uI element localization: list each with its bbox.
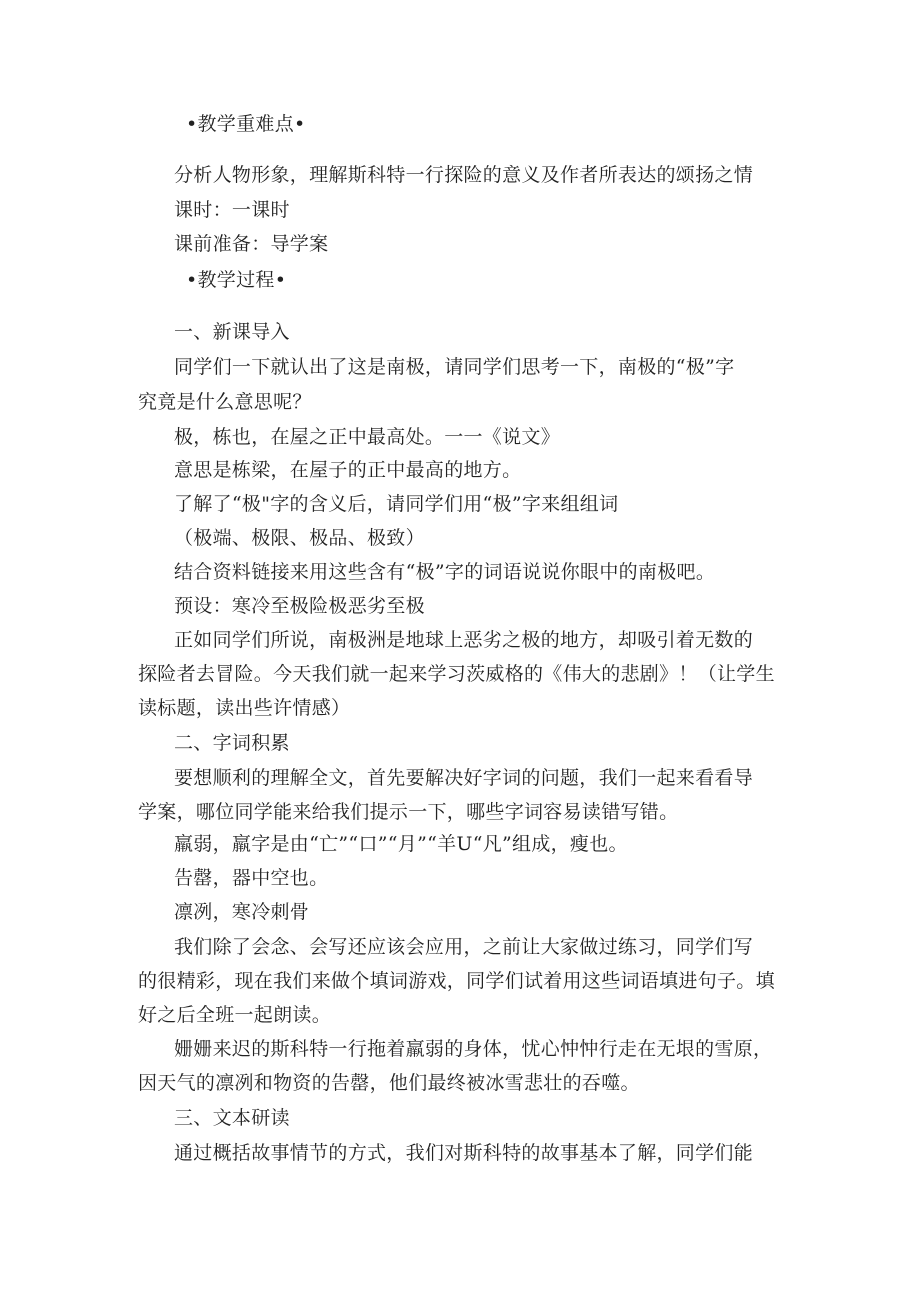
paragraph-line: 姗姗来迟的斯科特一行拖着羸弱的身体，忧心忡忡行走在无垠的雪原， (174, 1038, 773, 1060)
paragraph-line: 预设：寒冷至极险极恶劣至极 (174, 595, 425, 617)
paragraph-line: 读标题，读出些许情感） (138, 697, 351, 719)
paragraph-line: 我们除了会念、会写还应该会应用，之前让大家做过练习，同学们写 (174, 936, 754, 958)
paragraph-line: 的很精彩，现在我们来做个填词游戏，同学们试着用这些词语填进句子。填 (138, 970, 775, 992)
paragraph-line: 好之后全班一起朗读。 (138, 1004, 332, 1026)
section-heading-key-points: •教学重难点• (186, 113, 306, 135)
paragraph-line: 正如同学们所说，南极洲是地球上恶劣之极的地方，却吸引着无数的 (174, 629, 754, 651)
paragraph-line: 分析人物形象，理解斯科特一行探险的意义及作者所表达的颂扬之情 (174, 164, 754, 186)
paragraph-line: 意思是栋梁，在屋子的正中最高的地方。 (174, 459, 522, 481)
paragraph-line: 课前准备：导学案 (174, 233, 329, 255)
paragraph-line: 探险者去冒险。今天我们就一起来学习茨威格的《伟大的悲剧》！（让学生 (138, 663, 775, 685)
subheading-new-lesson: 一、新课导入 (174, 321, 290, 343)
paragraph-line: 羸弱，羸字是由“亡”“口”“月”“羊U“凡”组成，瘦也。 (174, 833, 628, 855)
paragraph-line: 极，栋也，在屋之正中最高处。一一《说文》 (174, 426, 561, 448)
paragraph-line: 同学们一下就认出了这是南极，请同学们思考一下，南极的“极”字 (174, 356, 735, 378)
section-heading-process: •教学过程• (186, 269, 287, 291)
paragraph-line: 学案，哪位同学能来给我们提示一下，哪些字词容易读错写错。 (138, 801, 679, 823)
paragraph-line: 告罄，器中空也。 (174, 867, 329, 889)
paragraph-line: 课时：一课时 (174, 199, 290, 221)
paragraph-line: 究竟是什么意思呢？ (138, 391, 312, 413)
paragraph-line: 因天气的凛冽和物资的告罄，他们最终被冰雪悲壮的吞噬。 (138, 1072, 640, 1094)
subheading-text-study: 三、文本研读 (174, 1107, 290, 1129)
subheading-vocabulary: 二、字词积累 (174, 732, 290, 754)
paragraph-line: （极端、极限、极品、极致） (174, 527, 425, 549)
paragraph-line: 结合资料链接来用这些含有“极”字的词语说说你眼中的南极吧。 (174, 561, 716, 583)
paragraph-line: 通过概括故事情节的方式，我们对斯科特的故事基本了解，同学们能 (174, 1142, 754, 1164)
paragraph-line: 了解了“极"字的含义后，请同学们用“极”字来组组词 (174, 493, 619, 515)
paragraph-line: 要想顺利的理解全文，首先要解决好字词的问题，我们一起来看看导 (174, 767, 754, 789)
paragraph-line: 凛冽，寒冷刺骨 (174, 901, 310, 923)
